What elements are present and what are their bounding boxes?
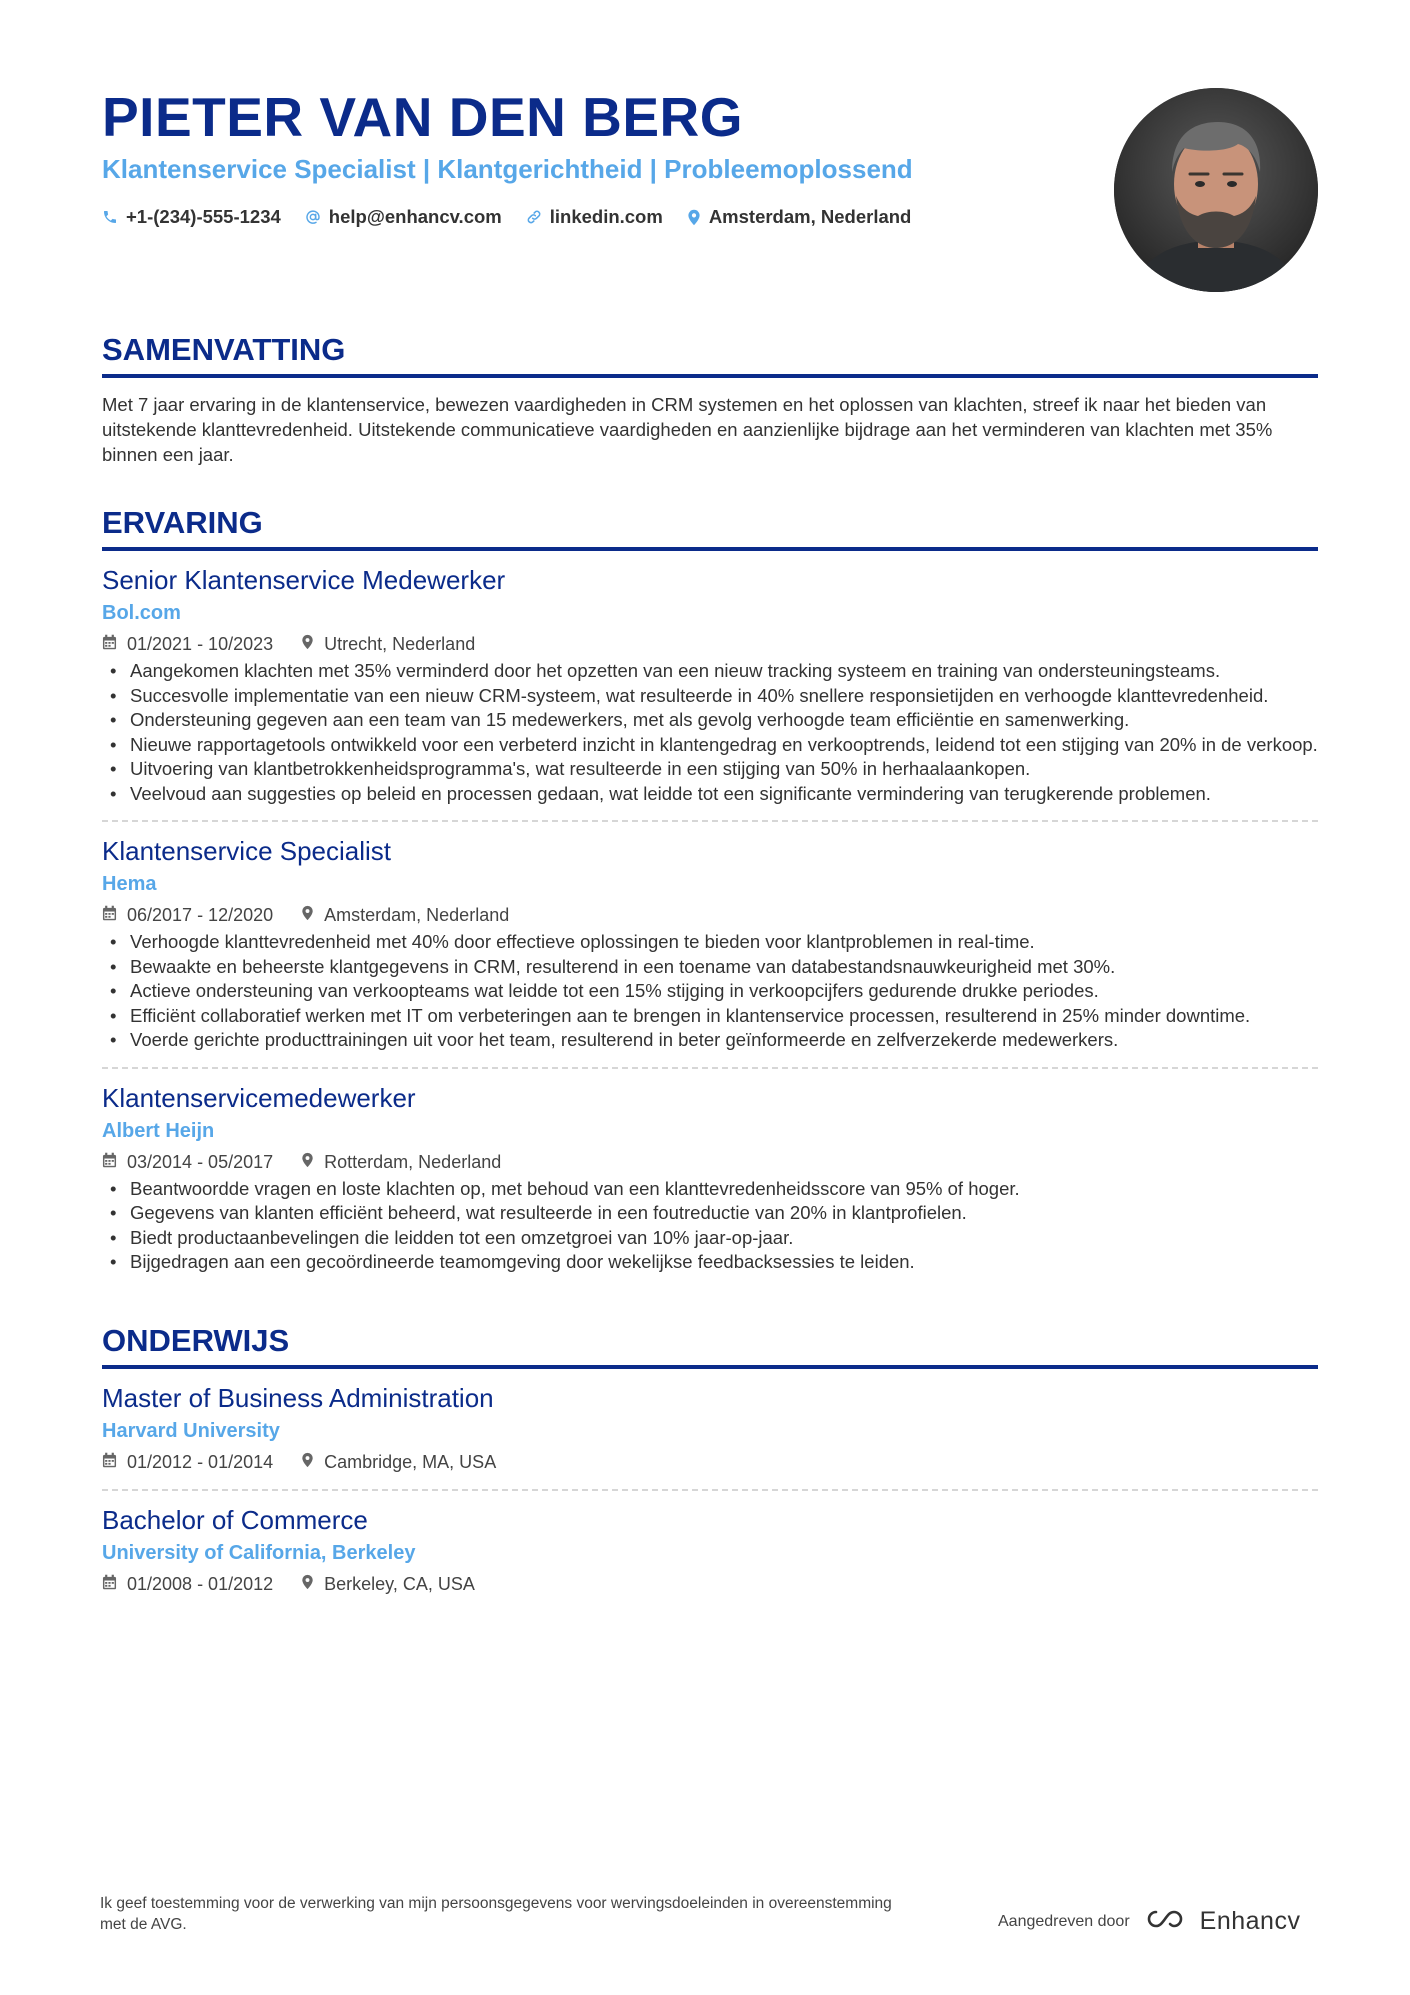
bullet-item: • Voerde gerichte producttrainingen uit voor het team, resulterend in beter geïnformeerde en zelfverzekerde medewerkers. (102, 1028, 1318, 1053)
job-dates (102, 1149, 273, 1175)
job-bullets (102, 1177, 1318, 1275)
consent-text: Ik geef toestemming voor de verwerking van mijn persoonsgegevens voor wervingsdoeleinden in overeenstemming met de AVG. (100, 1895, 892, 1933)
location-text: Amsterdam, Nederland (708, 206, 912, 227)
calendar-icon (102, 1149, 117, 1175)
job-title: Klantenservicemedewerker (102, 1082, 416, 1113)
contact-email[interactable] (305, 204, 502, 230)
resume-header (102, 0, 1318, 300)
education-heading: ONDERWIJS (102, 1321, 1318, 1369)
summary-section (102, 330, 1318, 467)
powered-by-label: Aangedreven door (998, 1912, 1130, 1930)
link-icon (526, 209, 542, 225)
job-dates (102, 631, 273, 657)
job-bullets (102, 930, 1318, 1053)
summary-heading: SAMENVATTING (102, 330, 1318, 378)
bullet-item: • Gegevens van klanten efficiënt beheerd, wat resulteerde in een foutreductie van 20% in klantprofielen. (102, 1201, 1318, 1226)
job-meta (102, 902, 1318, 928)
contact-phone (102, 204, 281, 230)
location-pin-icon (301, 631, 314, 657)
education-meta (102, 1449, 1318, 1475)
bullet-item: • Verhoogde klanttevredenheid met 40% door effectieve oplossingen te bieden voor klantproblemen in real-time. (102, 930, 1318, 955)
bullet-item: • Ondersteuning gegeven aan een team van 15 medewerkers, met als gevolg verhoogde team efficiëntie en samenwerking. (102, 708, 1318, 733)
education-meta (102, 1571, 1318, 1597)
school-name: University of California, Berkeley (102, 1541, 416, 1564)
education-dates (102, 1449, 273, 1475)
education-location-text: Berkeley, CA, USA (324, 1573, 475, 1594)
education-dates (102, 1571, 273, 1597)
job-bullets (102, 659, 1318, 806)
education-entry (102, 1369, 1318, 1491)
resume-page (102, 0, 1318, 1597)
bullet-item: • Veelvoud aan suggesties op beleid en processen gedaan, wat leidde tot een significante vermindering van terugkerende problemen. (102, 782, 1318, 807)
email-link[interactable]: help@enhancv.com (328, 206, 502, 227)
job-location-text: Rotterdam, Nederland (324, 1151, 502, 1172)
location-pin-icon (301, 1149, 314, 1175)
degree-title: Master of Business Administration (102, 1382, 494, 1413)
calendar-icon (102, 1571, 117, 1597)
job-location (301, 1149, 501, 1175)
summary-text: Met 7 jaar ervaring in de klantenservice, bewezen vaardigheden in CRM systemen en het oplossen van klachten, streef ik naar het bieden van uitstekende klanttevredenheid. Uitstekende communicatieve vaardigheden en aanzienlijke bijdrage aan het verminderen van klachten met 35% binnen een jaar. (102, 394, 1273, 465)
education-location (301, 1449, 496, 1475)
job-dates-text: 01/2021 - 10/2023 (127, 634, 274, 654)
contact-linkedin[interactable] (526, 204, 663, 230)
education-section (102, 1321, 1318, 1597)
job-meta (102, 631, 1318, 657)
education-dates-text: 01/2008 - 01/2012 (127, 1573, 274, 1594)
candidate-name: PIETER VAN DEN BERG (102, 86, 744, 148)
contact-bar (102, 204, 911, 230)
experience-heading: ERVARING (102, 503, 1318, 551)
bullet-item: • Actieve ondersteuning van verkoopteams wat leidde tot een 15% stijging in verkoopcijfers gedurende drukke periodes. (102, 979, 1318, 1004)
linkedin-link[interactable]: linkedin.com (549, 206, 663, 227)
job-location-text: Amsterdam, Nederland (324, 905, 510, 925)
education-dates-text: 01/2012 - 01/2014 (127, 1451, 274, 1472)
powered-by[interactable] (998, 1907, 1300, 1936)
school-name: Harvard University (102, 1419, 280, 1442)
page-footer (100, 1893, 1318, 1953)
job-dates-text: 03/2014 - 05/2017 (127, 1151, 274, 1172)
enhancv-logo-icon (1142, 1907, 1188, 1936)
job-location (301, 631, 475, 657)
location-pin-icon (301, 902, 314, 928)
phone-icon (102, 209, 118, 225)
job-entry (102, 551, 1318, 822)
enhancv-brand: Enhancv (1199, 1907, 1301, 1935)
job-title: Klantenservice Specialist (102, 836, 392, 866)
experience-section (102, 503, 1318, 1275)
calendar-icon (102, 1449, 117, 1475)
candidate-tagline: Klantenservice Specialist | Klantgerichtheid | Probleemoplossend (102, 154, 913, 184)
job-title: Senior Klantenservice Medewerker (102, 565, 506, 595)
bullet-item: • Aangekomen klachten met 35% verminderd door het opzetten van een nieuw tracking systeem en training van ondersteuningsteams. (102, 659, 1318, 684)
profile-photo (1114, 88, 1318, 292)
bullet-item: • Beantwoordde vragen en loste klachten op, met behoud van een klanttevredenheidsscore van 95% of hoger. (102, 1177, 1318, 1202)
job-location-text: Utrecht, Nederland (324, 634, 476, 654)
education-location (301, 1571, 475, 1597)
bullet-item: • Biedt productaanbevelingen die leidden tot een omzetgroei van 10% jaar-op-jaar. (102, 1226, 1318, 1251)
job-meta (102, 1149, 1318, 1175)
calendar-icon (102, 902, 117, 928)
bullet-item: • Efficiënt collaboratief werken met IT om verbeteringen aan te brengen in klantenservice processen, resulterend in 25% minder downtime. (102, 1004, 1318, 1029)
job-company: Bol.com (102, 602, 181, 624)
job-company: Hema (102, 873, 157, 895)
bullet-item: • Bewaakte en beheerste klantgegevens in CRM, resulterend in een toename van databestandsnauwkeurigheid met 30%. (102, 955, 1318, 980)
job-dates-text: 06/2017 - 12/2020 (127, 905, 274, 925)
degree-title: Bachelor of Commerce (102, 1504, 368, 1535)
location-pin-icon (687, 209, 701, 226)
contact-location (687, 204, 912, 230)
job-entry (102, 1069, 1318, 1275)
bullet-item: • Succesvolle implementatie van een nieuw CRM-systeem, wat resulteerde in 40% snellere responsietijden en verhoogde klanttevredenheid. (102, 684, 1318, 709)
bullet-item: • Uitvoering van klantbetrokkenheidsprogramma's, wat resulteerde in een stijging van 50% in herhaalaankopen. (102, 757, 1318, 782)
bullet-item: • Bijgedragen aan een gecoördineerde teamomgeving door wekelijkse feedbacksessies te leiden. (102, 1250, 1318, 1275)
job-company: Albert Heijn (102, 1119, 215, 1142)
education-location-text: Cambridge, MA, USA (324, 1451, 497, 1472)
location-pin-icon (301, 1571, 314, 1597)
bullet-item: • Nieuwe rapportagetools ontwikkeld voor een verbeterd inzicht in klantengedrag en verkooptrends, leidend tot een stijging van 20% in de verkoop. (102, 733, 1318, 758)
at-icon (305, 209, 321, 225)
education-entry (102, 1491, 1318, 1597)
job-dates (102, 902, 273, 928)
calendar-icon (102, 631, 117, 657)
phone-text: +1-(234)-555-1234 (126, 206, 281, 227)
location-pin-icon (301, 1449, 314, 1475)
job-location (301, 902, 509, 928)
job-entry (102, 822, 1318, 1069)
